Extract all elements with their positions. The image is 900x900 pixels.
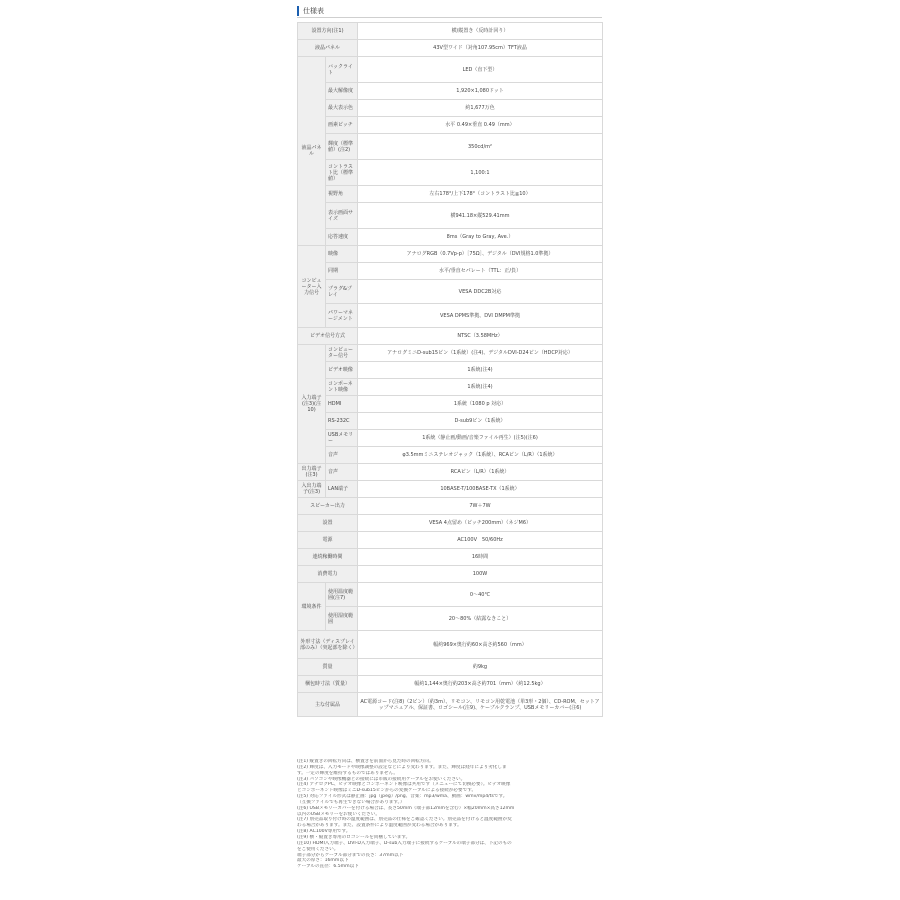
spec-value: 横/縦置き（反時計回り） [358, 23, 603, 40]
spec-value: 水平 0.49×垂直 0.49（mm） [358, 117, 603, 134]
spec-value: 1系統(注4) [358, 379, 603, 396]
title-accent-bar [297, 6, 299, 16]
section-title [297, 4, 602, 18]
spec-value: 16時間 [358, 549, 603, 566]
spec-sub-label: 輝度（標準値）(注2) [326, 134, 358, 160]
spec-value: 20～80%（結露なきこと） [358, 607, 603, 631]
spec-group-label: 出力端子(注3) [298, 464, 326, 481]
spec-row [298, 23, 603, 40]
spec-sub-label: 応答速度 [326, 229, 358, 246]
spec-value: 1系統（静止画/動画/音楽ファイル再生）(注5)(注6) [358, 430, 603, 447]
spec-row [298, 481, 603, 498]
spec-row [298, 515, 603, 532]
footnote-line: (注1) 縦置きの回転方向は、横置きを前面から見た時の回転方向。 [297, 759, 434, 764]
spec-row [298, 40, 603, 57]
spec-sub-label: バックライト [326, 57, 358, 83]
spec-value: 約1,677万色 [358, 100, 603, 117]
spec-value: 1系統（1080 p 対応） [358, 396, 603, 413]
spec-value: 左右178°/上下178°（コントラスト比≧10） [358, 186, 603, 203]
spec-value: 横941.18×縦529.41mm [358, 203, 603, 229]
spec-value: 8ms（Gray to Gray, Ave.） [358, 229, 603, 246]
spec-value: 7W＋7W [358, 498, 603, 515]
spec-label: 消費電力 [298, 566, 358, 583]
spec-row [298, 246, 603, 263]
spec-sub-label: パワーマネージメント [326, 304, 358, 328]
spec-label: スピーカー出力 [298, 498, 358, 515]
spec-row [298, 83, 603, 100]
footnote-line: (注9) 横・縦置き専用のロゴシールを同梱しています。 [297, 834, 411, 840]
spec-value: VESA DDC2B対応 [358, 280, 603, 304]
spec-value: 1,920×1,080ドット [358, 83, 603, 100]
footnote-line: 以内のUSBメモリーをお使いください。 [297, 811, 380, 817]
spec-row [298, 203, 603, 229]
spec-row [298, 631, 603, 659]
spec-sub-label: 最大解像度 [326, 83, 358, 100]
spec-label: 液晶パネル [298, 40, 358, 57]
spec-value: LED（直下型） [358, 57, 603, 83]
spec-value: 幅約1,144×奥行約203×高さ約701（mm）（約12.5kg） [358, 676, 603, 693]
spec-row [298, 607, 603, 631]
spec-row [298, 693, 603, 717]
spec-table [297, 22, 603, 717]
spec-label: 質量 [298, 659, 358, 676]
spec-row [298, 304, 603, 328]
spec-value: 0～40℃ [358, 583, 603, 607]
footnote-line: す。一定の輝度を維持するものではありません。 [297, 770, 398, 776]
spec-row [298, 396, 603, 413]
spec-value: RCAピン（L/R）（1系統） [358, 464, 603, 481]
spec-group-label: 液晶パネル [298, 57, 326, 246]
footnote-line: (注2) 輝度は、入力モードや映像調整の設定などにより変わります。また、輝度は経年により劣化しま [297, 764, 507, 770]
spec-value: 幅約969×奥行約60×高さ約560（mm） [358, 631, 603, 659]
spec-value: 100W [358, 566, 603, 583]
spec-label: ビデオ信号方式 [298, 328, 358, 345]
spec-sub-label: HDMI [326, 396, 358, 413]
spec-row [298, 413, 603, 430]
spec-sub-label: プラグ&プレイ [326, 280, 358, 304]
spec-label: 主な付属品 [298, 693, 358, 717]
spec-label: 設置 [298, 515, 358, 532]
spec-sub-label: 音声 [326, 464, 358, 481]
footnote-line: (注3) パソコンや映像機器との接続には市販の接続用ケーブルをお使いください。 [297, 776, 466, 782]
spec-row [298, 676, 603, 693]
spec-row [298, 345, 603, 362]
spec-sub-label: コンピューター信号 [326, 345, 358, 362]
footnote-line: をご使用ください。 [297, 846, 339, 852]
spec-group-label: 環境条件 [298, 583, 326, 631]
footnote-line: 端子部分からケーブル部分までの長さ：37mm以下 [297, 852, 404, 858]
spec-sub-label: 使用温度範囲(注7) [326, 583, 358, 607]
spec-sub-label: ビデオ映像 [326, 362, 358, 379]
spec-sub-label: 映像 [326, 246, 358, 263]
spec-value: VESA DPMS準拠、DVI DMPM準拠 [358, 304, 603, 328]
footnote-line: わる場合があります。また、設置条件により温度範囲が変わる場合があります。 [297, 823, 462, 829]
spec-row [298, 464, 603, 481]
spec-label: 梱包時寸法（質量） [298, 676, 358, 693]
spec-row [298, 583, 603, 607]
spec-row [298, 280, 603, 304]
spec-value: 水平/垂直セパレート（TTL：正/負） [358, 263, 603, 280]
spec-group-label: 入力端子(注3)(注10) [298, 345, 326, 464]
footnote-line: (注8) AC100V専用です。 [297, 829, 351, 835]
spec-sub-label: 同期 [326, 263, 358, 280]
spec-value: AC電源コード(注8)（2ピン）（約3m）、リモコン、リモコン用乾電池（単3形・2個）、CD-ROM、セットアップマニュアル、保証書、ロゴシール(注9)、ケーブルクランプ、USBメモリーカバー(注6) [358, 693, 603, 717]
spec-label: 電源 [298, 532, 358, 549]
footnote-line: (注7) 別売品取り付け時の温度範囲は、別売品の仕様をご確認ください。別売品を付けると温度範囲が変 [297, 817, 512, 823]
spec-row [298, 117, 603, 134]
footnote-line: (注6) USBメモリーカバーを付ける場合は、長さ50mm（端子部12mmを含む）×幅20mm×高さ12mm [297, 805, 515, 811]
spec-row [298, 659, 603, 676]
spec-row [298, 100, 603, 117]
footnote-line: 最大の厚さ：16mm以下 [297, 858, 349, 864]
spec-value: AC100V 50/60Hz [358, 532, 603, 549]
spec-row [298, 379, 603, 396]
spec-section [297, 4, 602, 717]
spec-row [298, 362, 603, 379]
spec-row [298, 263, 603, 280]
spec-sub-label: コントラスト比（標準値） [326, 160, 358, 186]
spec-value: 10BASE-T/100BASE-TX（1系統） [358, 481, 603, 498]
spec-value: VESA 4点留め（ピッチ200mm）（ネジM6） [358, 515, 603, 532]
footnote-line: （互換ファイルでも再生できない場合があります。） [297, 799, 405, 805]
footnote-line: (注5) 対応ファイル形式は静止画：jpg（jpeg）/png、音楽：mp3/wma、動画：wmv/mp4/tsです。 [297, 794, 508, 800]
spec-row [298, 430, 603, 447]
spec-value: φ3.5mmミニステレオジャック（1系統）、RCAピン（L/R）（1系統） [358, 447, 603, 464]
spec-row [298, 160, 603, 186]
spec-sub-label: LAN端子 [326, 481, 358, 498]
spec-row [298, 57, 603, 83]
spec-group-label: コンピューター入力信号 [298, 246, 326, 328]
spec-value: 1,100:1 [358, 160, 603, 186]
spec-sub-label: 音声 [326, 447, 358, 464]
spec-row [298, 186, 603, 203]
spec-group-label: 入出力端子(注3) [298, 481, 326, 498]
spec-row [298, 532, 603, 549]
spec-row [298, 229, 603, 246]
spec-value: 約9kg [358, 659, 603, 676]
spec-label: 外形寸法（ディスプレイ部のみ）（突起部を除く） [298, 631, 358, 659]
spec-row [298, 447, 603, 464]
spec-sub-label: 最大表示色 [326, 100, 358, 117]
footnote-line: ケーブルの直径：6.5mm以下 [297, 864, 359, 870]
spec-value: NTSC（3.58MHz） [358, 328, 603, 345]
spec-value: 43V型ワイド（対角107.95cm）TFT液晶 [358, 40, 603, 57]
footnotes [297, 759, 602, 870]
spec-row [298, 498, 603, 515]
section-title-text: 仕様表 [303, 6, 324, 15]
spec-label: 設置方向(注1) [298, 23, 358, 40]
spec-sub-label: 画素ピッチ [326, 117, 358, 134]
spec-value: 350cd/m² [358, 134, 603, 160]
footnote-line: (注10) HDMI入力端子、DVI-D入力端子、D-sub入力端子に接続するケーブルの端子部分は、下記のもの [297, 840, 512, 846]
footnote-line: とコンポーネント映像はミニD-sub15ピンからの変換ケーブルによる接続が必要です。 [297, 788, 477, 794]
spec-sub-label: USBメモリー [326, 430, 358, 447]
spec-row [298, 134, 603, 160]
spec-row [298, 549, 603, 566]
spec-sub-label: 表示画面サイズ [326, 203, 358, 229]
spec-value: アナログミニD-sub15ピン（1系統）(注4)、デジタルDVI-D24ピン（HDCP対応） [358, 345, 603, 362]
spec-label: 連続稼働時間 [298, 549, 358, 566]
spec-sub-label: 使用湿度範囲 [326, 607, 358, 631]
spec-row [298, 566, 603, 583]
spec-row [298, 328, 603, 345]
footnote-line: (注4) アナログPC、ビデオ映像とコンポーネント映像は共用です（メニューにて切換必要）。ビデオ映像 [297, 782, 511, 788]
spec-sub-label: コンポーネント映像 [326, 379, 358, 396]
spec-value: D-sub9ピン（1系統） [358, 413, 603, 430]
spec-sub-label: 視野角 [326, 186, 358, 203]
spec-value: アナログRGB（0.7Vp-p）［75Ω］、デジタル（DVI規格1.0準拠） [358, 246, 603, 263]
spec-value: 1系統(注4) [358, 362, 603, 379]
spec-sub-label: RS-232C [326, 413, 358, 430]
